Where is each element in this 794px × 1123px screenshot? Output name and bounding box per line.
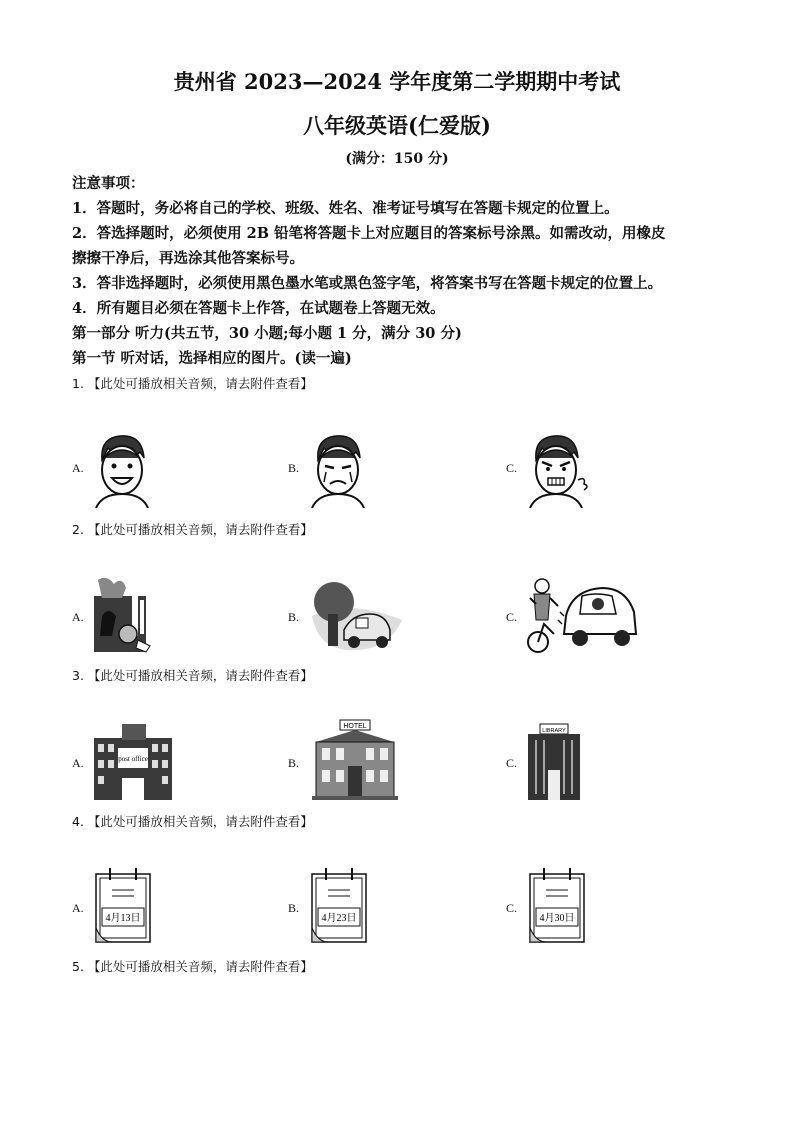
option-b[interactable]: B.: [288, 756, 300, 770]
option-b[interactable]: B.: [288, 901, 300, 915]
angry-boy-icon: [526, 430, 592, 508]
option-a[interactable]: A.: [72, 756, 84, 770]
question-3[interactable]: 3. 【此处可播放相关音频，请去附件查看】: [72, 668, 313, 683]
question-4[interactable]: 4. 【此处可播放相关音频，请去附件查看】: [72, 814, 313, 829]
option-b[interactable]: B.: [288, 461, 300, 475]
question-2[interactable]: 2. 【此处可播放相关音频，请去附件查看】: [72, 522, 313, 537]
note-item: 4．所有题目必须在答题卡上作答，在试题卷上答题无效。: [72, 300, 445, 317]
option-a[interactable]: A.: [72, 901, 84, 915]
note-item: 2．答选择题时，必须使用 2B 铅笔将答题卡上对应题目的答案标号涂黑。如需改动，用橡皮: [72, 225, 666, 242]
exam-title: 贵州省 2023—2024 学年度第二学期期中考试: [173, 69, 621, 94]
question-1[interactable]: 1. 【此处可播放相关音频，请去附件查看】: [72, 376, 313, 391]
smiling-boy-icon: [92, 430, 152, 508]
question-5[interactable]: 5. 【此处可播放相关音频，请去附件查看】: [72, 959, 313, 974]
section-part: 第一部分 听力(共五节，30 小题;每小题 1 分，满分 30 分): [72, 325, 462, 342]
fire-accident-icon: [92, 576, 154, 654]
note-item: 3．答非选择题时，必须使用黑色墨水笔或黑色签字笔，将答案书写在答题卡规定的位置上。: [72, 275, 663, 292]
option-b[interactable]: B.: [288, 610, 300, 624]
library-sign: LIBRARY: [542, 728, 566, 734]
option-a[interactable]: A.: [72, 610, 84, 624]
full-score: (满分：150 分): [345, 151, 449, 167]
hotel-icon: [312, 718, 398, 800]
option-c[interactable]: C.: [506, 901, 518, 915]
calendar-icon: [526, 866, 588, 944]
hotel-sign: HOTEL: [343, 723, 367, 730]
option-a[interactable]: A.: [72, 461, 84, 475]
bike-car-crash-icon: [526, 576, 638, 656]
note-item: 擦擦干净后，再选涂其他答案标号。: [72, 250, 304, 267]
note-item: 1．答题时，务必将自己的学校、班级、姓名、准考证号填写在答题卡规定的位置上。: [72, 200, 619, 217]
option-c[interactable]: C.: [506, 610, 518, 624]
exam-subtitle: 八年级英语(仁爱版): [303, 113, 491, 138]
car-hit-tree-icon: [308, 578, 404, 652]
section-sub: 第一节 听对话，选择相应的图片。(读一遍): [72, 350, 352, 367]
calendar-date: 4月23日: [321, 913, 357, 924]
option-c[interactable]: C.: [506, 461, 518, 475]
post-office-icon: [92, 722, 174, 802]
notes-heading: 注意事项：: [72, 175, 145, 192]
calendar-icon: [92, 866, 154, 944]
option-c[interactable]: C.: [506, 756, 518, 770]
crying-boy-icon: [308, 430, 368, 508]
calendar-date: 4月13日: [105, 913, 141, 924]
post-office-sign: post office: [118, 755, 148, 763]
calendar-date: 4月30日: [539, 913, 575, 924]
library-icon: [526, 722, 582, 802]
calendar-icon: [308, 866, 370, 944]
